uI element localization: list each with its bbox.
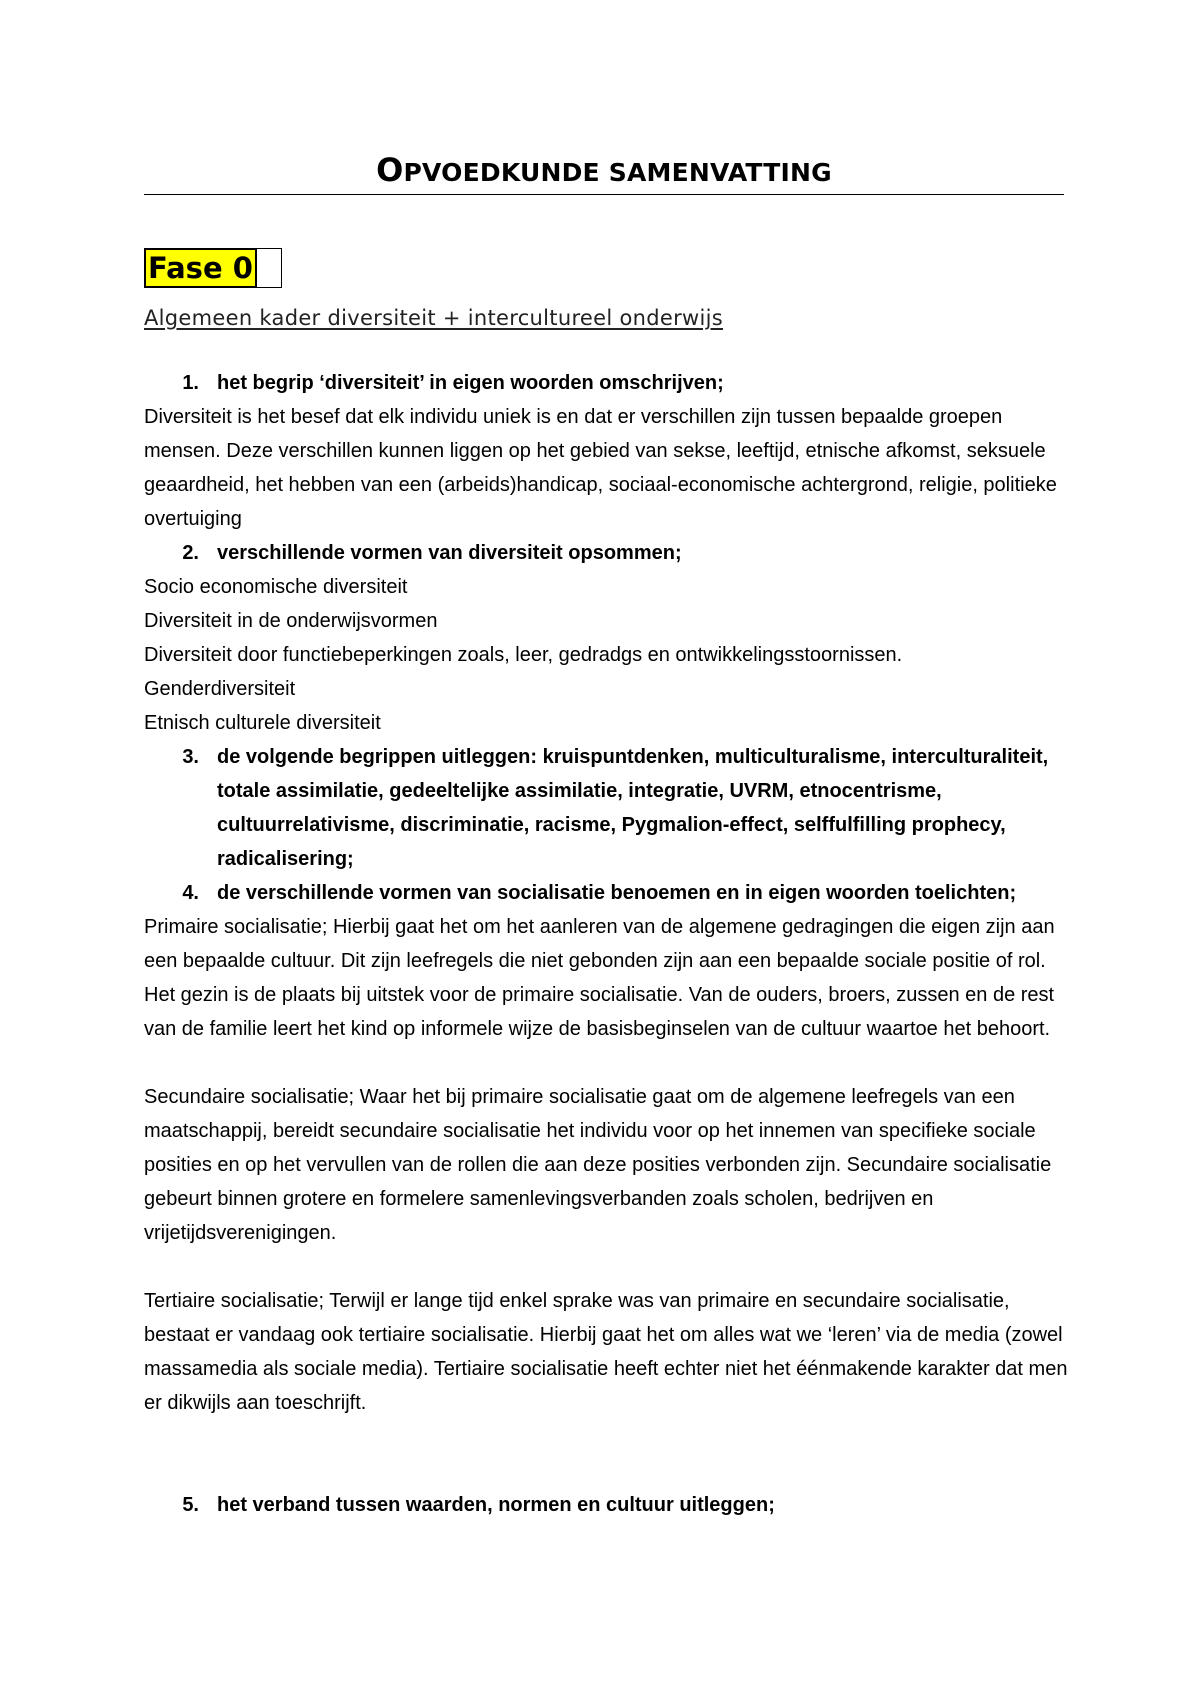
list-item: Socio economische diversiteit	[144, 576, 408, 598]
title-first-letter: O	[376, 151, 404, 189]
section-subtitle: Algemeen kader diversiteit + intercultureel onderwijs	[144, 306, 723, 330]
title-block	[144, 150, 1064, 193]
paragraph-tertiary-socialisation: Tertiaire socialisatie; Terwijl er lange tijd enkel sprake was van primaire en secundaire socialisatie, bestaat er vandaag ook tertiaire socialisatie. Hierbij gaat het om alles wat we ‘leren’ via de media (zowel massamedia als sociale media). Tertiaire socialisatie heeft echter niet het éénmakende karakter dat men er dikwijls aan toeschrijft.	[144, 1290, 1068, 1414]
fase-heading	[144, 248, 282, 288]
fase-empty-box	[257, 248, 282, 288]
document-body	[144, 366, 1074, 1522]
title-underline	[144, 194, 1064, 195]
question-text: verschillende vormen van diversiteit opsommen;	[217, 542, 682, 564]
paragraph-secondary-socialisation: Secundaire socialisatie; Waar het bij primaire socialisatie gaat om de algemene leefregels van een maatschappij, bereidt secundaire socialisatie het individu voor op het innemen van specifieke sociale posities en op het vervullen van de rollen die aan deze posities verbonden zijn. Secundaire socialisatie gebeurt binnen grotere en formelere samenlevingsverbanden zoals scholen, bedrijven en vrijetijdsverenigingen.	[144, 1086, 1052, 1244]
question-number: 4.	[182, 882, 199, 904]
list-item: Genderdiversiteit	[144, 678, 296, 700]
question-number: 5.	[182, 1494, 199, 1516]
question-5	[144, 1488, 1074, 1522]
list-item: Diversiteit in de onderwijsvormen	[144, 610, 438, 632]
paragraph-primary-socialisation: Primaire socialisatie; Hierbij gaat het om het aanleren van de algemene gedragingen die eigen zijn aan een bepaalde cultuur. Dit zijn leefregels die niet gebonden zijn aan een bepaalde sociale positie of rol. Het gezin is de plaats bij uitstek voor de primaire socialisatie. Van de ouders, broers, zussen en de rest van de familie leert het kind op informele wijze de basisbeginselen van de cultuur waartoe het behoort.	[144, 916, 1055, 1040]
question-3	[144, 740, 1074, 876]
paragraph-diversity-definition: Diversiteit is het besef dat elk individu uniek is en dat er verschillen zijn tussen bepaalde groepen mensen. Deze verschillen kunnen liggen op het gebied van sekse, leeftijd, etnische afkomst, seksuele geaardheid, het hebben van een (arbeids)handicap, sociaal-economische achtergrond, religie, politieke overtuiging	[144, 406, 1057, 530]
fase-label: Fase 0	[144, 248, 257, 288]
list-item: Diversiteit door functiebeperkingen zoals, leer, gedradgs en ontwikkelingsstoornissen.	[144, 644, 903, 666]
page-title	[144, 150, 1064, 193]
question-number: 2.	[182, 542, 199, 564]
question-text: het begrip ‘diversiteit’ in eigen woorden omschrijven;	[217, 372, 724, 394]
question-number: 3.	[182, 746, 199, 768]
question-text: de verschillende vormen van socialisatie benoemen en in eigen woorden toelichten;	[217, 882, 1017, 904]
question-4	[144, 876, 1074, 910]
question-text: de volgende begrippen uitleggen: kruispuntdenken, multiculturalisme, interculturaliteit, totale assimilatie, gedeeltelijke assimilatie, integratie, UVRM, etnocentrisme, cultuurrelativisme, discriminatie, racisme, Pygmalion-effect, selffulfilling prophecy, radicalisering;	[217, 746, 1049, 870]
question-text: het verband tussen waarden, normen en cultuur uitleggen;	[217, 1494, 775, 1516]
list-item: Etnisch culturele diversiteit	[144, 712, 381, 734]
title-rest: PVOEDKUNDE SAMENVATTING	[403, 158, 832, 187]
question-number: 1.	[182, 372, 199, 394]
question-1	[144, 366, 1074, 400]
question-2	[144, 536, 1074, 570]
